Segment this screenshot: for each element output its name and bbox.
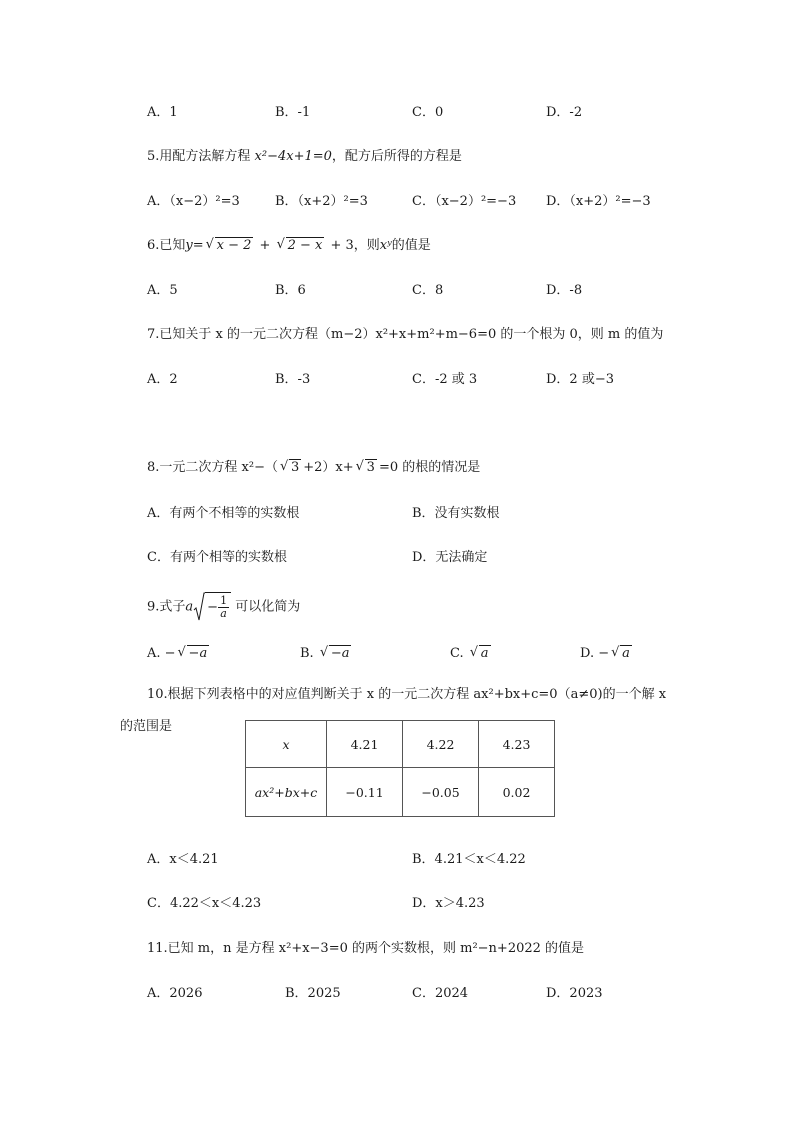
q6-stem-post: 的值是	[391, 238, 431, 253]
q9-radical-sign	[193, 592, 205, 622]
q8-option-b: B．没有实数根	[412, 506, 500, 521]
q11-option-d: D．2023	[546, 986, 603, 1001]
q5-option-d: D．（x+2）²=−3	[546, 194, 651, 209]
q5-stem-pre: 5.用配方法解方程	[147, 149, 255, 164]
table-cell: 4.21	[327, 721, 403, 768]
q6-y: y=	[185, 238, 204, 253]
q10-option-b: B．4.21＜x＜4.22	[412, 852, 526, 867]
q9-minus: −	[207, 600, 219, 615]
q7-option-b: B．-3	[275, 372, 311, 387]
q6-plus-1: +	[255, 238, 275, 253]
q9-a: a	[185, 599, 194, 615]
table-cell: ax²+bx+c	[246, 768, 327, 817]
q6-stem-pre: 6.已知	[147, 238, 186, 253]
q6-option-a: A．5	[147, 283, 178, 298]
q9-fraction: $\frac{1}{a}$	[220, 594, 228, 620]
table-cell: x	[246, 721, 327, 768]
q10-stem-line1: 10.根据下列表格中的对应值判断关于 x 的一元二次方程 ax²+bx+c=0（a≠0)的一个解 x	[147, 687, 667, 702]
q5-equation: x²−4x+1=0	[254, 149, 332, 164]
q8-option-a: A．有两个不相等的实数根	[147, 506, 300, 521]
q8-option-d: D．无法确定	[412, 550, 488, 565]
q7-option-d: D．2 或−3	[546, 372, 614, 387]
q9-radical	[193, 592, 231, 622]
q6-plus-2: + 3，则	[326, 238, 380, 253]
q11-option-b: B．2025	[285, 986, 341, 1001]
q6-option-b: B．6	[275, 283, 306, 298]
table-row	[246, 721, 555, 768]
q11-option-c: C．2024	[412, 986, 469, 1001]
q9-option-c: C. √ a	[450, 645, 493, 663]
q5-option-c: C．（x−2）²=−3	[412, 194, 517, 209]
q7-option-c: C．-2 或 3	[412, 372, 478, 387]
q7-stem: 7.已知关于 x 的一元二次方程（m−2）x²+x+m²+m−6=0 的一个根为 0，则 m 的值为	[147, 327, 664, 342]
table-cell: 4.23	[479, 721, 555, 768]
q9-stem-pre: 9.式子	[147, 599, 186, 615]
q5-stem	[147, 148, 462, 166]
q11-stem: 11.已知 m，n 是方程 x²+x−3=0 的两个实数根，则 m²−n+2022 的值是	[147, 941, 585, 956]
q5-option-b: B．（x+2）²=3	[275, 194, 368, 209]
q9-stem	[147, 592, 300, 622]
q8-radical-2: √ 3	[356, 459, 377, 477]
q9-option-d: D. −√ a	[580, 645, 634, 663]
table-cell: −0.11	[327, 768, 403, 817]
q5-option-a: A．（x−2）²=3	[147, 194, 240, 209]
q10-option-c: C．4.22＜x＜4.23	[147, 896, 262, 911]
q4-option-d: D．-2	[546, 105, 583, 120]
q5-stem-post: ，配方后所得的方程是	[331, 149, 462, 164]
q9-option-b: B. √ −a	[300, 645, 353, 663]
q8-stem-post: =0 的根的情况是	[378, 460, 481, 475]
q6-option-c: C．8	[412, 283, 444, 298]
q10-option-a: A．x＜4.21	[147, 852, 219, 867]
q8-option-c: C．有两个相等的实数根	[147, 550, 287, 565]
q8-radical-1: √ 3	[280, 459, 301, 477]
q9-stem-post: 可以化简为	[235, 599, 301, 615]
q6-radical-2: √ 2 − x	[277, 237, 325, 255]
table-cell: 0.02	[479, 768, 555, 817]
q4-option-b: B．-1	[275, 105, 311, 120]
q4-option-a: A．1	[147, 105, 178, 120]
q11-option-a: A．2026	[147, 986, 203, 1001]
q8-stem-mid: +2）x+	[303, 460, 354, 475]
q6-radical-1: √ x − 2	[206, 237, 254, 255]
q4-option-c: C．0	[412, 105, 444, 120]
table-cell: 4.22	[403, 721, 479, 768]
q10-stem-line2: 的范围是	[120, 719, 173, 734]
q8-stem-pre: 8.一元二次方程 x²−（	[147, 460, 278, 475]
q7-option-a: A．2	[147, 372, 178, 387]
q8-stem	[147, 459, 480, 477]
q9-option-a: A. −√ −a	[147, 645, 211, 663]
q10-option-d: D．x＞4.23	[412, 896, 485, 911]
q10-value-table	[245, 720, 555, 817]
table-cell: −0.05	[403, 768, 479, 817]
q6-stem	[147, 237, 431, 255]
q6-option-d: D．-8	[546, 283, 583, 298]
q6-x-power-y: xʸ	[379, 238, 392, 253]
table-row	[246, 768, 555, 817]
